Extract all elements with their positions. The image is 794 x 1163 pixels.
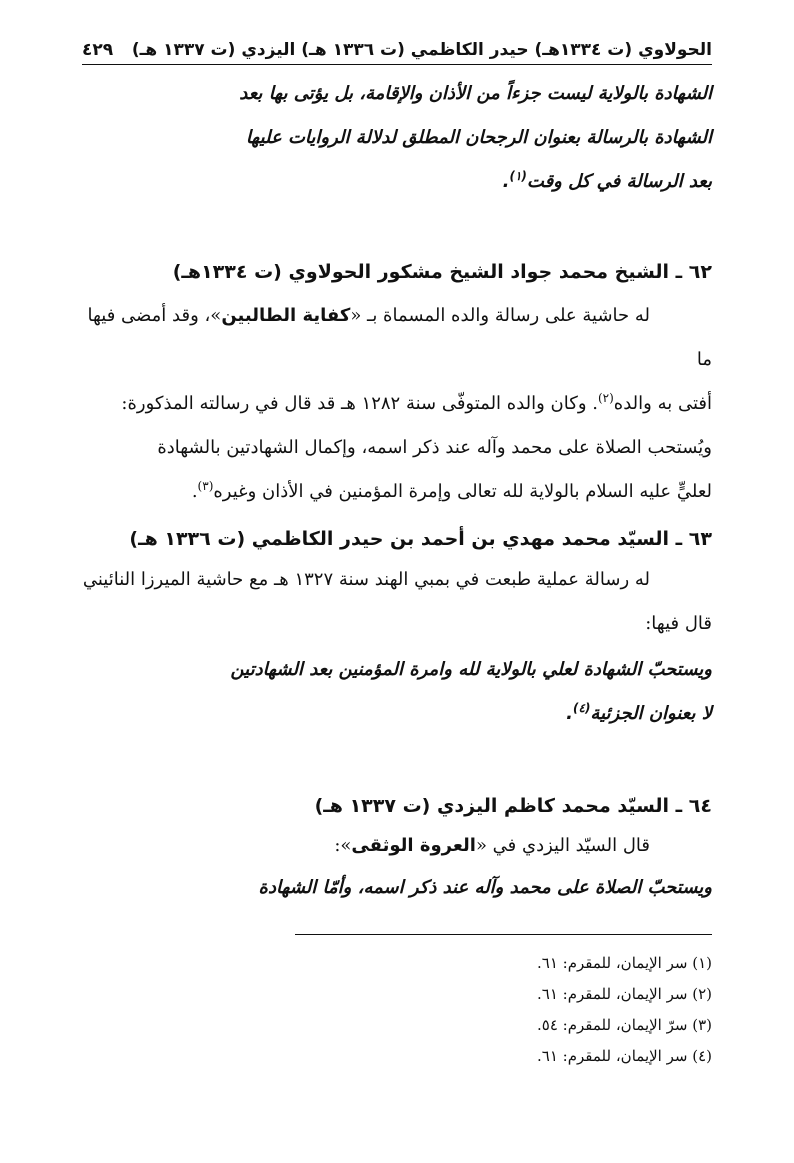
section-64-line-1: قال السيّد اليزدي في «العروة الوثقى»: <box>334 835 650 856</box>
section-62-body <box>82 294 712 514</box>
header-title: الحولاوي (ت ١٣٣٤هـ) حيدر الكاظمي (ت ١٣٣٦ هـ) اليزدي (ت ١٣٣٧ هـ) <box>131 40 712 60</box>
intro-quote-line-1: الشهادة بالولاية ليست جزءاً من الأذان والإقامة، بل يؤتى بها بعد <box>239 83 712 104</box>
footnotes-list <box>82 948 712 1072</box>
section-63-line-1: له رسالة عملية طبعت في بمبي الهند سنة ١٣٢٧ هـ مع حاشية الميرزا النائيني <box>82 569 650 590</box>
section-63-line-2: قال فيها: <box>645 613 712 634</box>
section-63-quote-line-2: لا بعنوان الجزئية$^{(٤)}$. <box>566 701 712 724</box>
section-63-quote <box>82 648 712 736</box>
footnote-ref-4[interactable]: (٤) <box>573 701 591 715</box>
footnote-ref-2[interactable]: (٢) <box>597 391 614 405</box>
header-rule <box>82 64 712 65</box>
section-63-body <box>82 558 712 646</box>
section-62-line-3: ويُستحب الصلاة على محمد وآله عند ذكر اسمه، وإكمال الشهادتين بالشهادة <box>157 437 712 458</box>
section-63-quote-line-1: ويستحبّ الشهادة لعلي بالولاية لله وامرة المؤمنين بعد الشهادتين <box>230 659 712 680</box>
section-64-quote-line-1: ويستحبّ الصلاة على محمد وآله عند ذكر اسمه، وأمّا الشهادة <box>258 877 712 898</box>
intro-quote-line-3: بعد الرسالة في كل وقت$^{(١)}$. <box>502 169 712 192</box>
section-62-line-1: له حاشية على رسالة والده المسماة بـ «كفاية الطالبين»، وقد أمضى فيها ما <box>87 305 712 370</box>
section-63-heading: ٦٣ ـ السيّد محمد مهدي بن أحمد بن حيدر الكاظمي (ت ١٣٣٦ هـ) <box>129 528 712 550</box>
running-header <box>82 34 712 60</box>
section-62-line-4: لعليٍّ عليه السلام بالولاية لله تعالى وإمرة المؤمنين في الأذان وغيره$^{(٣)}$. <box>191 479 712 502</box>
footnote-1: (١) سر الإيمان، للمقرم: ٦١. <box>536 954 712 972</box>
page-number: ٤٢٩ <box>82 40 114 60</box>
section-62-line-2: أفتى به والده$^{(٢)}$. وكان والده المتوفّى سنة ١٢٨٢ هـ قد قال في رسالته المذكورة: <box>121 391 712 414</box>
footnote-4: (٤) سر الإيمان، للمقرم: ٦١. <box>536 1047 712 1065</box>
section-64-quote <box>82 866 712 910</box>
footnote-2: (٢) سر الإيمان، للمقرم: ٦١. <box>536 985 712 1003</box>
section-62-heading: ٦٢ ـ الشيخ محمد جواد الشيخ مشكور الحولاوي (ت ١٣٣٤هـ) <box>172 261 712 283</box>
book-title-urwa: العروة الوثقى <box>351 835 476 856</box>
intro-quote <box>82 72 712 204</box>
book-title-kifaya: كفاية الطالبين <box>221 305 351 326</box>
intro-quote-line-2: الشهادة بالرسالة بعنوان الرجحان المطلق لدلالة الروايات عليها <box>245 127 712 148</box>
footnote-ref-1[interactable]: (١) <box>509 169 527 183</box>
footnote-rule <box>295 934 712 935</box>
section-64-body <box>82 824 712 868</box>
footnote-ref-3[interactable]: (٣) <box>197 479 214 493</box>
footnote-3: (٣) سرّ الإيمان، للمقرم: ٥٤. <box>536 1016 712 1034</box>
section-64-heading: ٦٤ ـ السيّد محمد كاظم اليزدي (ت ١٣٣٧ هـ) <box>314 795 712 817</box>
